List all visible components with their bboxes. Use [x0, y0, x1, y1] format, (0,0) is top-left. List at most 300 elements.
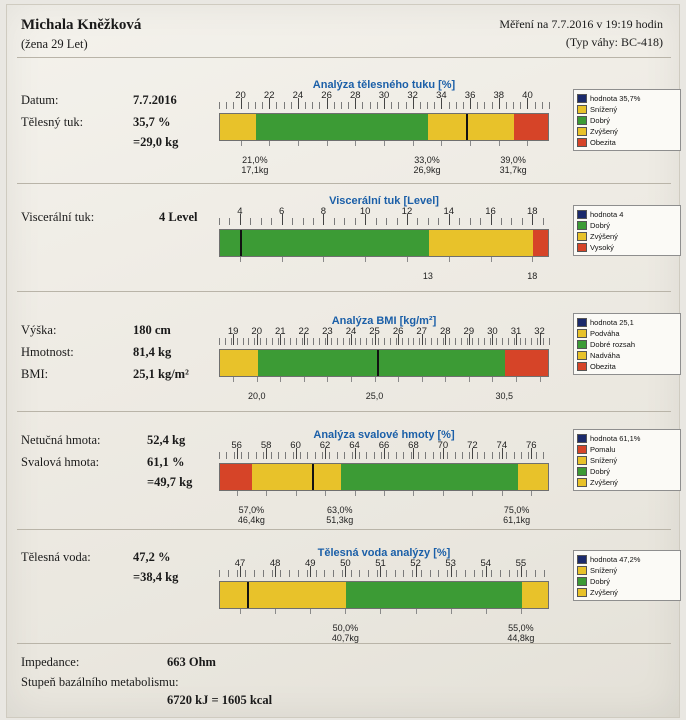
bottom-tick: [521, 609, 522, 614]
divider-2: [17, 183, 671, 184]
patient-name: Michala Kněžková: [21, 17, 142, 33]
axis-minor-tick: [437, 338, 438, 345]
axis-minor-tick: [250, 218, 251, 225]
axis-minor-tick: [535, 102, 536, 109]
axis-minor-tick: [520, 102, 521, 109]
label-height: Výška:: [21, 323, 57, 337]
axis-tick-label: 76: [526, 440, 537, 451]
bottom-tick: [527, 141, 528, 146]
axis-minor-tick: [543, 218, 544, 225]
axis-minor-tick: [374, 452, 375, 459]
legend-item: [577, 231, 677, 241]
axis-minor-tick: [278, 452, 279, 459]
legend-item: [577, 104, 677, 114]
axis-minor-tick: [342, 570, 343, 577]
chart-annotation: [238, 505, 265, 525]
axis-minor-tick: [449, 338, 450, 345]
label-bmi: BMI:: [21, 367, 49, 381]
axis-tick-label: 8: [320, 206, 327, 217]
bottom-tick: [413, 491, 414, 496]
axis-tick-label: 49: [304, 558, 316, 569]
legend-item: [577, 350, 677, 360]
bottom-tick: [398, 377, 399, 382]
axis-minor-tick: [430, 570, 431, 577]
axis-minor-tick: [467, 338, 468, 345]
axis-minor-tick: [331, 338, 332, 345]
axis-minor-tick: [348, 102, 349, 109]
chart-bottom-ticks: [219, 609, 549, 617]
axis-minor-tick: [316, 570, 317, 577]
axis-minor-tick: [307, 338, 308, 345]
axis-minor-tick: [248, 338, 249, 345]
axis-minor-tick: [542, 102, 543, 109]
chart-title: Analýza svalové hmoty [%]: [313, 429, 455, 441]
axis-minor-tick: [378, 338, 379, 345]
annotation-line: 26,9kg: [413, 165, 441, 175]
axis-minor-tick: [469, 452, 470, 459]
chart-annotation: [495, 391, 513, 401]
axis-minor-tick: [302, 338, 303, 345]
axis-tick-label: 52: [410, 558, 421, 569]
axis-minor-tick: [280, 570, 281, 577]
value-marker: [377, 349, 379, 377]
chart-plot: [219, 326, 549, 401]
bottom-tick: [540, 377, 541, 382]
axis-minor-tick: [349, 338, 350, 345]
axis-minor-tick: [465, 570, 466, 577]
axis-tick-label: 56: [231, 440, 242, 451]
legend-label: Nadváha: [590, 350, 621, 360]
bottom-tick: [351, 377, 352, 382]
axis-minor-tick: [329, 452, 330, 459]
axis-minor-tick: [225, 338, 226, 345]
annotation-line: 50,0%: [332, 623, 359, 633]
axis-minor-tick: [359, 570, 360, 577]
legend-label: hodnota 25,1: [590, 317, 634, 327]
axis-tick-label: 48: [269, 558, 281, 569]
axis-tick-label: 60: [290, 440, 301, 451]
chart-bottom-ticks: [219, 257, 549, 265]
value-date: 7.7.2016: [133, 93, 177, 107]
axis-minor-tick: [431, 338, 432, 345]
bottom-tick: [275, 609, 276, 614]
legend-label: hodnota 35,7%: [590, 93, 641, 103]
legend-swatch-icon: [577, 243, 587, 252]
axis-minor-tick: [228, 570, 229, 577]
axis-minor-tick: [531, 338, 532, 345]
axis-tick-label: 4: [237, 206, 243, 217]
legend-item: [577, 587, 677, 597]
axis-minor-tick: [511, 218, 512, 225]
annotation-line: 21,0%: [242, 155, 268, 165]
axis-minor-tick: [447, 570, 448, 577]
label-lean: Netučná hmota:: [21, 433, 101, 447]
axis-minor-tick: [455, 452, 456, 459]
annotation-line: 61,1kg: [503, 515, 531, 525]
value-bodyfat: 35,7 %: [133, 115, 171, 129]
chart-axis: [219, 90, 549, 113]
legend-swatch-icon: [577, 232, 587, 241]
axis-minor-tick: [376, 218, 377, 225]
legend-item: [577, 576, 677, 586]
axis-minor-tick: [484, 452, 485, 459]
axis-minor-tick: [513, 102, 514, 109]
axis-minor-tick: [303, 218, 304, 225]
chart-title: Viscerální tuk [Level]: [329, 195, 439, 207]
axis-minor-tick: [433, 452, 434, 459]
axis-minor-tick: [266, 338, 267, 345]
axis-tick-label: 6: [279, 206, 285, 217]
axis-minor-tick: [434, 102, 435, 109]
axis-minor-tick: [256, 452, 257, 459]
bottom-tick: [470, 141, 471, 146]
bottom-tick: [499, 141, 500, 146]
axis-minor-tick: [482, 570, 483, 577]
bar-segment: [522, 582, 549, 608]
legend-label: Podváha: [590, 328, 620, 338]
legend-item: [577, 126, 677, 136]
axis-minor-tick: [359, 452, 360, 459]
legend-item: [577, 565, 677, 575]
bottom-tick: [298, 141, 299, 146]
axis-minor-tick: [333, 570, 334, 577]
axis-minor-tick: [484, 102, 485, 109]
axis-minor-tick: [219, 218, 220, 225]
annotation-line: 31,7kg: [499, 165, 527, 175]
bottom-tick: [240, 257, 241, 262]
axis-tick-label: 32: [534, 326, 545, 337]
axis-minor-tick: [543, 452, 544, 459]
axis-minor-tick: [370, 102, 371, 109]
axis-tick-label: 30: [487, 326, 498, 337]
axis-minor-tick: [413, 338, 414, 345]
bottom-tick: [416, 609, 417, 614]
axis-minor-tick: [403, 570, 404, 577]
chart-axis: [219, 206, 549, 229]
axis-tick-label: 30: [378, 90, 390, 101]
chart-annotation: [414, 155, 441, 175]
bottom-tick: [345, 609, 346, 614]
axis-tick-label: 31: [510, 326, 522, 337]
axis-tick-label: 62: [319, 440, 331, 451]
axis-tick-label: 19: [227, 326, 239, 337]
axis-tick-label: 32: [407, 90, 418, 101]
axis-minor-tick: [522, 218, 523, 225]
label-muscle: Svalová hmota:: [21, 455, 100, 469]
axis-minor-tick: [343, 338, 344, 345]
bar-segment: [258, 350, 376, 376]
annotation-line: 20,0: [247, 391, 266, 401]
axis-minor-tick: [337, 338, 338, 345]
axis-minor-tick: [300, 452, 301, 459]
axis-tick-label: 72: [467, 440, 478, 451]
legend-label: Zvýšený: [590, 587, 618, 597]
axis-minor-tick: [408, 338, 409, 345]
annotation-line: 57,0%: [238, 505, 265, 515]
divider-3: [17, 291, 671, 292]
bar-segment: [533, 230, 549, 256]
axis-tick-label: 16: [485, 206, 496, 217]
chart-bar: [219, 229, 549, 257]
axis-minor-tick: [390, 338, 391, 345]
label-weight: Hmotnost:: [21, 345, 74, 359]
axis-minor-tick: [231, 338, 232, 345]
axis-minor-tick: [449, 102, 450, 109]
label-date: Datum:: [21, 93, 59, 107]
annotation-line: 17,1kg: [241, 165, 269, 175]
chart-annotation: [500, 155, 527, 175]
axis-minor-tick: [289, 570, 290, 577]
legend-label: Obezita: [590, 137, 616, 147]
axis-minor-tick: [377, 102, 378, 109]
bar-segment: [220, 350, 258, 376]
label-bmr: Stupeň bazálního metabolismu:: [21, 675, 179, 689]
bar-segment: [220, 114, 256, 140]
bottom-tick: [422, 377, 423, 382]
axis-minor-tick: [325, 338, 326, 345]
label-visceral: Viscerální tuk:: [21, 210, 95, 224]
axis-tick-label: 38: [493, 90, 505, 101]
bottom-tick: [492, 377, 493, 382]
axis-minor-tick: [525, 338, 526, 345]
axis-minor-tick: [384, 338, 385, 345]
axis-minor-tick: [490, 338, 491, 345]
axis-minor-tick: [233, 102, 234, 109]
legend-swatch-icon: [577, 329, 587, 338]
axis-tick-label: 21: [274, 326, 286, 337]
bottom-tick: [310, 609, 311, 614]
axis-minor-tick: [459, 218, 460, 225]
axis-minor-tick: [263, 452, 264, 459]
value-marker: [312, 463, 314, 491]
axis-minor-tick: [366, 452, 367, 459]
axis-minor-tick: [480, 218, 481, 225]
bottom-tick: [325, 491, 326, 496]
axis-minor-tick: [428, 218, 429, 225]
chart-legend-water: [573, 550, 681, 601]
axis-minor-tick: [307, 570, 308, 577]
chart-annotation: [366, 391, 384, 401]
axis-minor-tick: [443, 338, 444, 345]
legend-swatch-icon: [577, 221, 587, 230]
axis-minor-tick: [514, 338, 515, 345]
axis-minor-tick: [263, 570, 264, 577]
legend-swatch-icon: [577, 94, 587, 103]
bottom-tick: [407, 257, 408, 262]
annotation-line: 51,3kg: [326, 515, 354, 525]
axis-tick-label: 28: [350, 90, 361, 101]
bar-segment: [428, 114, 514, 140]
bottom-tick: [323, 257, 324, 262]
bottom-tick: [269, 141, 270, 146]
axis-minor-tick: [226, 452, 227, 459]
axis-minor-tick: [254, 570, 255, 577]
value-muscle-kg: =49,7 kg: [147, 475, 193, 489]
legend-item: [577, 93, 677, 103]
axis-minor-tick: [245, 570, 246, 577]
axis-tick-label: 34: [436, 90, 447, 101]
annotation-line: 33,0%: [414, 155, 440, 165]
chart-bar: [219, 463, 549, 491]
legend-swatch-icon: [577, 210, 587, 219]
axis-minor-tick: [271, 452, 272, 459]
axis-tick-label: 20: [235, 90, 246, 101]
axis-minor-tick: [219, 102, 220, 109]
bottom-tick: [531, 491, 532, 496]
axis-tick-label: 36: [464, 90, 476, 101]
legend-item: [577, 317, 677, 327]
axis-minor-tick: [484, 338, 485, 345]
axis-minor-tick: [337, 452, 338, 459]
bar-segment: [256, 114, 428, 140]
axis-minor-tick: [324, 570, 325, 577]
axis-tick-label: 50: [340, 558, 351, 569]
axis-minor-tick: [305, 102, 306, 109]
bottom-tick: [380, 609, 381, 614]
axis-minor-tick: [544, 570, 545, 577]
axis-minor-tick: [292, 218, 293, 225]
chart-annotation: [527, 271, 537, 281]
legend-item: [577, 361, 677, 371]
axis-minor-tick: [344, 218, 345, 225]
legend-item: [577, 242, 677, 252]
value-lean: 52,4 kg: [147, 433, 186, 447]
legend-item: [577, 220, 677, 230]
bottom-tick: [257, 377, 258, 382]
annotation-line: 44,8kg: [507, 633, 535, 643]
axis-tick-label: 47: [234, 558, 246, 569]
bar-segment: [346, 582, 522, 608]
bar-segment: [505, 350, 549, 376]
legend-swatch-icon: [577, 566, 587, 575]
bottom-tick: [240, 609, 241, 614]
axis-minor-tick: [377, 570, 378, 577]
axis-minor-tick: [243, 338, 244, 345]
axis-tick-label: 55: [515, 558, 527, 569]
axis-minor-tick: [501, 218, 502, 225]
axis-minor-tick: [313, 218, 314, 225]
legend-swatch-icon: [577, 362, 587, 371]
axis-minor-tick: [402, 338, 403, 345]
legend-swatch-icon: [577, 478, 587, 487]
chart-bar: [219, 349, 549, 377]
bottom-tick: [449, 257, 450, 262]
axis-minor-tick: [549, 102, 550, 109]
axis-tick-label: 53: [445, 558, 456, 569]
value-bmi: 25,1 kg/m²: [133, 367, 189, 381]
chart-annotation: [332, 623, 359, 643]
chart-bottom-ticks: [219, 377, 549, 385]
bottom-tick: [327, 141, 328, 146]
axis-minor-tick: [500, 570, 501, 577]
value-bodyfat-kg: =29,0 kg: [133, 135, 179, 149]
axis-tick-label: 40: [522, 90, 533, 101]
axis-minor-tick: [229, 218, 230, 225]
axis-minor-tick: [291, 102, 292, 109]
axis-minor-tick: [254, 338, 255, 345]
legend-label: Vysoký: [590, 242, 614, 252]
axis-minor-tick: [355, 218, 356, 225]
chart-annotation: [248, 391, 266, 401]
axis-minor-tick: [293, 452, 294, 459]
axis-minor-tick: [219, 452, 220, 459]
axis-minor-tick: [514, 452, 515, 459]
axis-minor-tick: [284, 338, 285, 345]
chart-annotation: [423, 271, 433, 281]
axis-minor-tick: [396, 452, 397, 459]
chart-annotation: [326, 505, 353, 525]
bottom-tick: [451, 609, 452, 614]
chart-plot: [219, 90, 549, 175]
label-impedance: Impedance:: [21, 655, 80, 669]
value-muscle: 61,1 %: [147, 455, 185, 469]
axis-minor-tick: [388, 452, 389, 459]
chart-annotation: [503, 505, 530, 525]
bottom-tick: [296, 491, 297, 496]
axis-minor-tick: [438, 570, 439, 577]
bottom-tick: [384, 491, 385, 496]
bottom-tick: [384, 141, 385, 146]
legend-swatch-icon: [577, 340, 587, 349]
legend-item: [577, 115, 677, 125]
label-water: Tělesná voda:: [21, 550, 91, 564]
value-water: 47,2 %: [133, 550, 171, 564]
axis-tick-label: 64: [349, 440, 360, 451]
axis-minor-tick: [261, 218, 262, 225]
axis-minor-tick: [386, 218, 387, 225]
axis-tick-label: 58: [260, 440, 272, 451]
annotation-line: 30,5: [495, 391, 513, 401]
axis-tick-label: 22: [298, 326, 310, 337]
axis-minor-tick: [517, 570, 518, 577]
axis-minor-tick: [455, 338, 456, 345]
axis-minor-tick: [478, 338, 479, 345]
axis-tick-label: 18: [526, 206, 538, 217]
annotation-line: 39,0%: [500, 155, 526, 165]
chart-legend-visceral: [573, 205, 681, 256]
axis-minor-tick: [219, 570, 220, 577]
axis-minor-tick: [537, 338, 538, 345]
legend-item: [577, 433, 677, 443]
chart-plot: [219, 558, 549, 643]
legend-swatch-icon: [577, 105, 587, 114]
report-sheet: [6, 4, 680, 718]
annotation-line: 25,0: [365, 391, 384, 401]
patient-subtitle: (žena 29 Let): [21, 37, 88, 51]
bottom-tick: [355, 491, 356, 496]
legend-label: hodnota 4: [590, 209, 624, 219]
axis-tick-label: 25: [369, 326, 380, 337]
value-water-kg: =38,4 kg: [133, 570, 179, 584]
axis-minor-tick: [313, 338, 314, 345]
legend-label: Dobrý: [590, 466, 611, 476]
chart-axis: [219, 440, 549, 463]
chart-annotation: [241, 155, 268, 175]
axis-minor-tick: [421, 570, 422, 577]
bar-segment: [252, 464, 340, 490]
legend-label: Snížený: [590, 455, 618, 465]
axis-minor-tick: [272, 570, 273, 577]
bar-segment: [341, 464, 518, 490]
axis-minor-tick: [406, 102, 407, 109]
bottom-tick: [282, 257, 283, 262]
annotation-line: 55,0%: [508, 623, 534, 633]
axis-minor-tick: [219, 338, 220, 345]
axis-minor-tick: [543, 338, 544, 345]
bar-segment: [429, 230, 533, 256]
divider-4: [17, 411, 671, 412]
axis-minor-tick: [420, 102, 421, 109]
